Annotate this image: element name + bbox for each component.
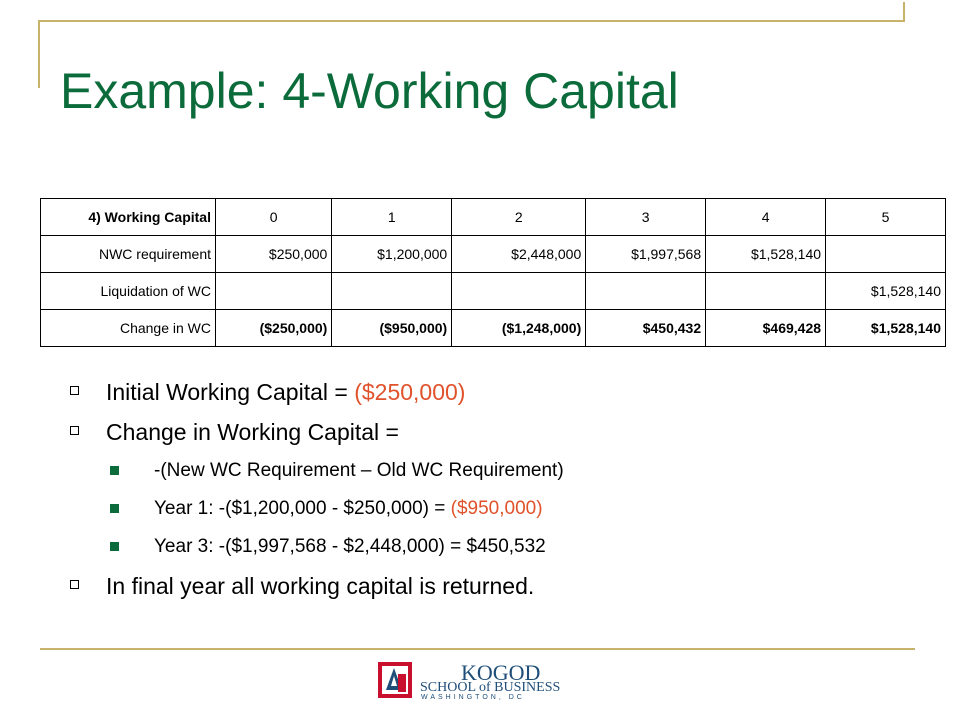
table-header-cell: 0: [216, 199, 332, 236]
row-label: NWC requirement: [41, 236, 216, 273]
bullet-final-year: [56, 566, 936, 606]
table-cell: [216, 273, 332, 310]
sub-bullet-year1: [56, 490, 936, 528]
working-capital-table: [40, 198, 946, 347]
table-row: [41, 310, 946, 347]
table-cell: ($950,000): [332, 310, 452, 347]
table-cell: ($1,248,000): [452, 310, 586, 347]
table-header-row: [41, 199, 946, 236]
table-cell: $450,432: [586, 310, 706, 347]
hollow-square-bullet-icon: [70, 580, 79, 589]
table-header-cell: 2: [452, 199, 586, 236]
top-rule: [40, 20, 904, 22]
table-cell: $1,200,000: [332, 236, 452, 273]
sub-bullet-year3: [56, 528, 936, 566]
table-cell: [706, 273, 826, 310]
slide-title: Example: 4-Working Capital: [60, 63, 679, 119]
bullet-text: Initial Working Capital =: [106, 378, 355, 405]
bullet-text: -(New WC Requirement – Old WC Requirement): [154, 460, 564, 481]
bullet-change-wc: [56, 412, 936, 452]
logo-school: SCHOOL of BUSINESS: [420, 680, 561, 695]
bullet-list: [56, 372, 936, 606]
table-cell: ($250,000): [216, 310, 332, 347]
table-header-cell: 4: [706, 199, 826, 236]
table-header-cell: 5: [826, 199, 946, 236]
table-header-cell: 4) Working Capital: [41, 199, 216, 236]
logo-kogod: KOGOD: [461, 660, 541, 685]
table-cell: $2,448,000: [452, 236, 586, 273]
filled-square-bullet-icon: [110, 504, 119, 513]
table-row: [41, 236, 946, 273]
table-cell: $1,997,568: [586, 236, 706, 273]
row-label: Change in WC: [41, 310, 216, 347]
table-header-cell: 3: [586, 199, 706, 236]
bullet-initial-wc: [56, 372, 936, 412]
row-label: Liquidation of WC: [41, 273, 216, 310]
bullet-highlight: ($250,000): [354, 378, 466, 405]
table-cell: [586, 273, 706, 310]
left-rule: [38, 20, 40, 88]
table-cell: $1,528,140: [826, 273, 946, 310]
sub-bullet-formula: [56, 452, 936, 490]
table-cell: $1,528,140: [826, 310, 946, 347]
bottom-rule: [40, 648, 915, 650]
table-cell: [332, 273, 452, 310]
filled-square-bullet-icon: [110, 466, 119, 475]
bullet-text: Year 3: -($1,997,568 - $2,448,000) = $450,532: [154, 536, 546, 557]
table-cell: $469,428: [706, 310, 826, 347]
bullet-text: Year 1: -($1,200,000 - $250,000) =: [154, 498, 451, 519]
table-cell: $1,528,140: [706, 236, 826, 273]
table-header-cell: 1: [332, 199, 452, 236]
table-cell: $250,000: [216, 236, 332, 273]
bullet-text: In final year all working capital is returned.: [106, 572, 535, 599]
table-cell: [452, 273, 586, 310]
right-rule: [903, 2, 905, 22]
bullet-highlight: ($950,000): [450, 498, 543, 519]
bullet-text: Change in Working Capital =: [106, 418, 399, 445]
hollow-square-bullet-icon: [70, 426, 79, 435]
table-cell: [826, 236, 946, 273]
logo-location: WASHINGTON, DC: [421, 694, 525, 701]
filled-square-bullet-icon: [110, 542, 119, 551]
hollow-square-bullet-icon: [70, 386, 79, 395]
table-row: [41, 273, 946, 310]
